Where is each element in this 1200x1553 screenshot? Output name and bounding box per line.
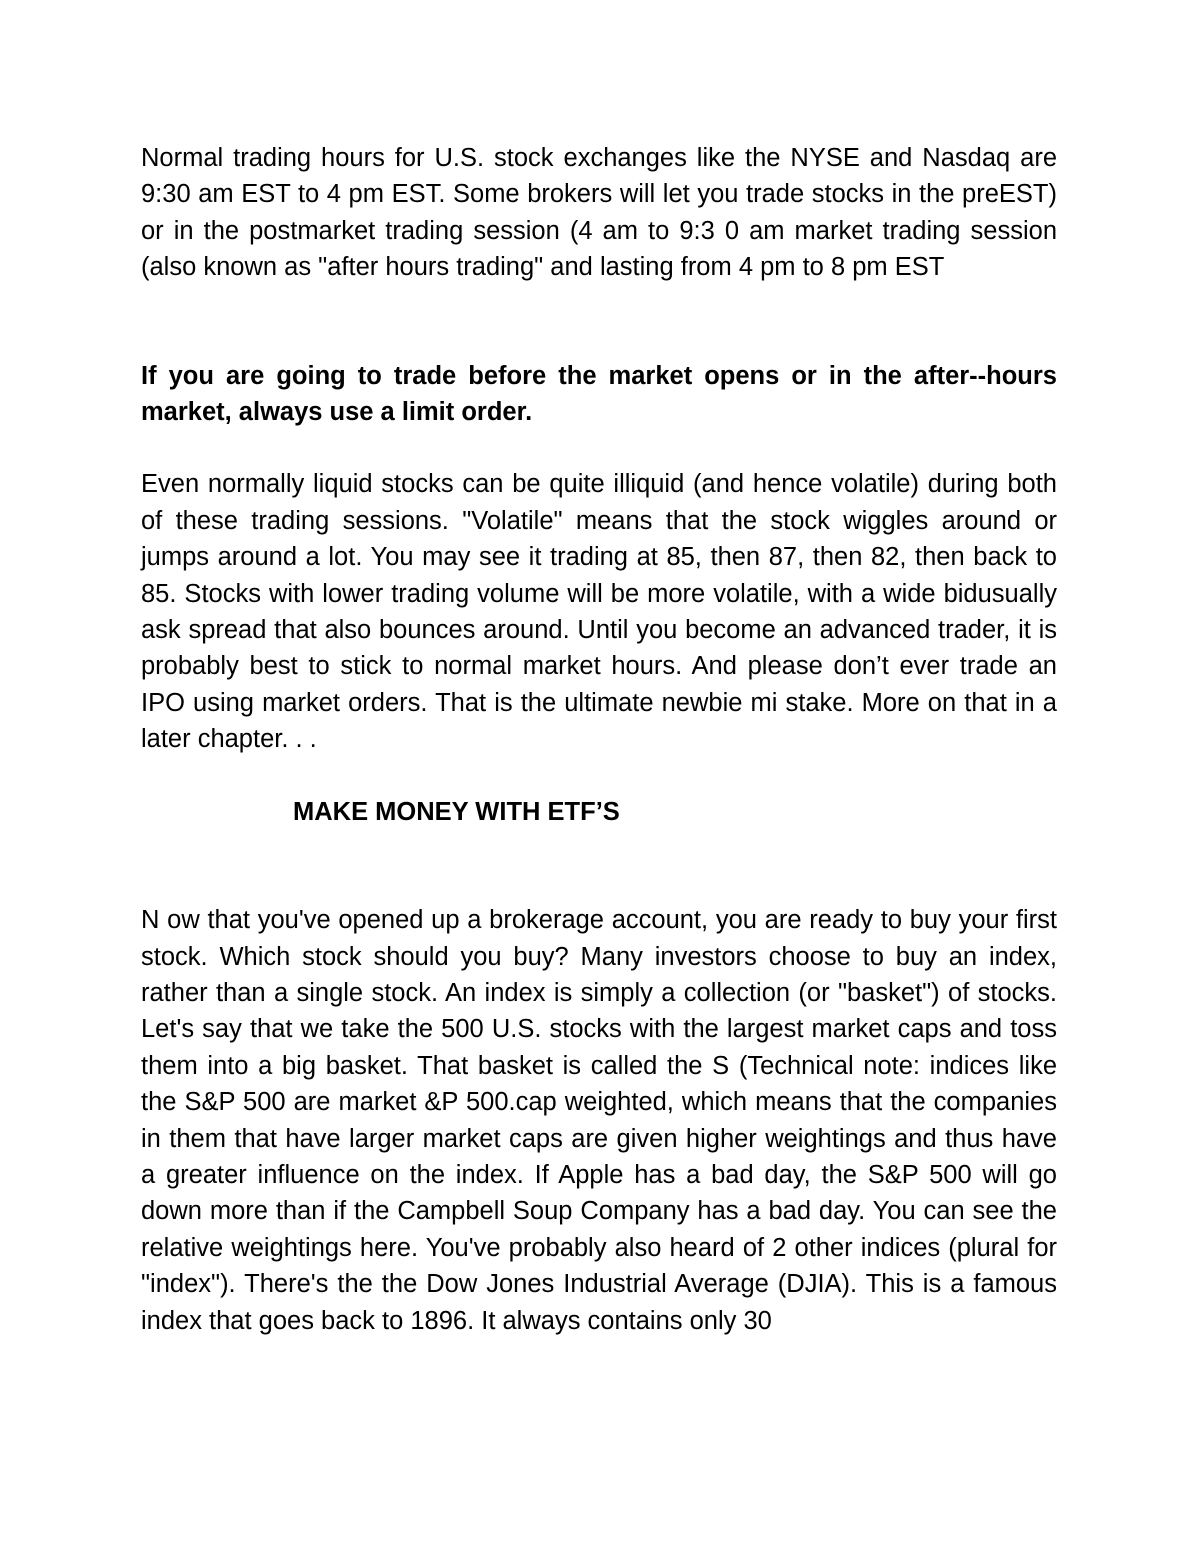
- page-content: [141, 140, 1057, 1339]
- section-heading: MAKE MONEY WITH ETF’S: [293, 797, 620, 826]
- paragraph-trading-hours: Normal trading hours for U.S. stock exchanges like the NYSE and Nasdaq are 9:30 am EST to 4 pm EST. Some brokers will let you trade stocks in the preEST) or in the postmarket trading session (4 am to 9:3 0 am market trading session (also known as "after hours trading" and lasting from 4 pm to 8 pm EST: [141, 144, 1057, 282]
- paragraph-etf-intro: N ow that you've opened up a brokerage account, you are ready to buy your first stock. Which stock should you buy? Many investors choose to buy an index, rather than a single stock. An index is simply a collection (or "basket") of stocks. Let's say that we take the 500 U.S. stocks with the largest market caps and toss them into a big basket. That basket is called the S (Technical note: indices like the S&P 500 are market &P 500.cap weighted, which means that the companies in them that have larger market caps are given higher weightings and thus have a greater influence on the index. If Apple has a bad day, the S&P 500 will go down more than if the Campbell Soup Company has a bad day. You can see the relative weightings here. You've probably also heard of 2 other indices (plural for "index"). There's the the Dow Jones Industrial Average (DJIA). This is a famous index that goes back to 1896. It always contains only 30: [141, 906, 1057, 1335]
- paragraph-limit-order-tip: If you are going to trade before the market opens or in the after--hours market, always use a limit order.: [141, 361, 1057, 427]
- paragraph-volatility: Even normally liquid stocks can be quite illiquid (and hence volatile) during both of these trading sessions. "Volatile" means that the stock wiggles around or jumps around a lot. You may see it trading at 85, then 87, then 82, then back to 85. Stocks with lower trading volume will be more volatile, with a wide bidusually ask spread that also bounces around. Until you become an advanced trader, it is probably best to stick to normal market hours. And please don’t ever trade an IPO using market orders. That is the ultimate newbie mi stake. More on that in a later chapter. . .: [141, 470, 1057, 754]
